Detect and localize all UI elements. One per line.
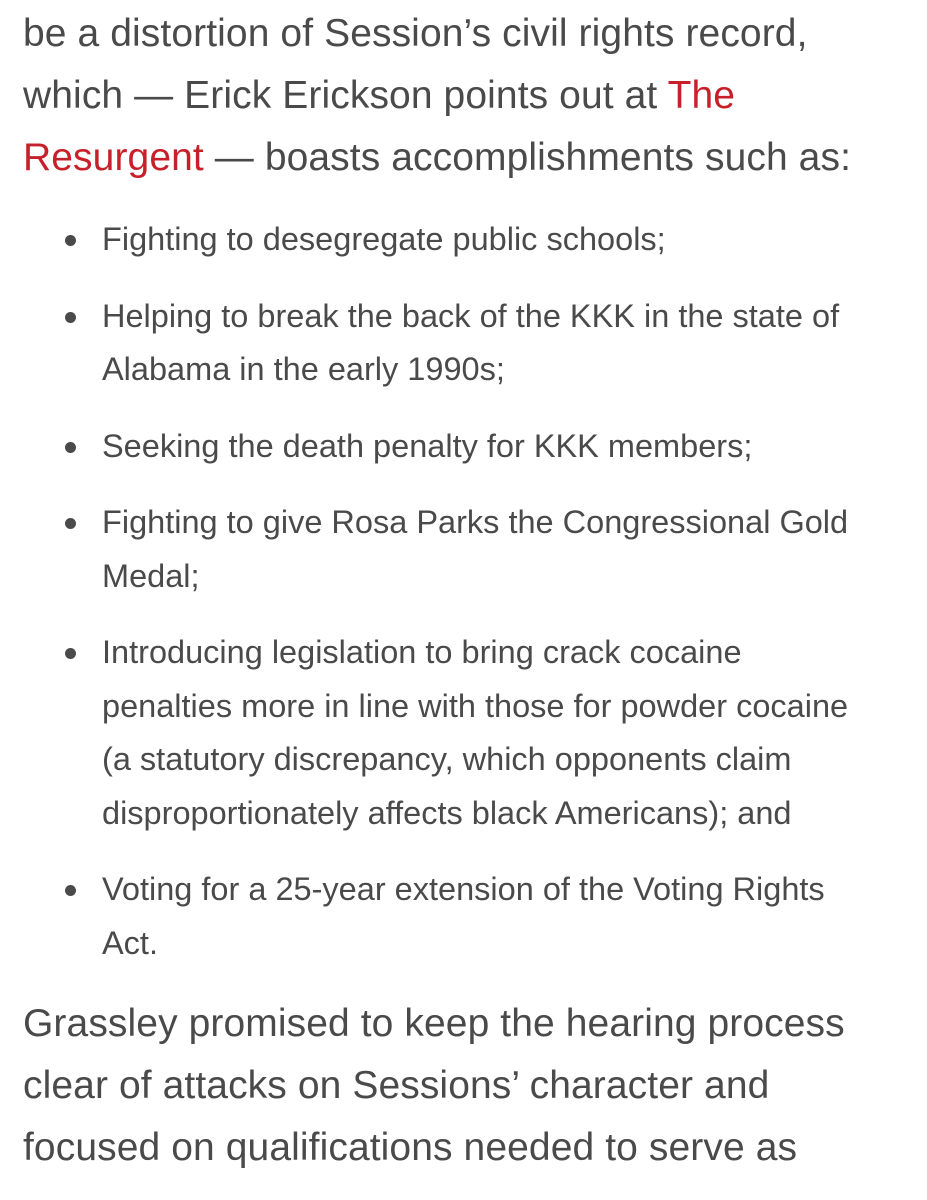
bullet-dot-icon bbox=[65, 885, 76, 896]
bullet-dot-icon bbox=[65, 235, 76, 246]
closing-paragraph bbox=[23, 993, 913, 1179]
list-item-line: penalties more in line with those for powder cocaine bbox=[102, 687, 849, 724]
bullet-dot-icon bbox=[65, 312, 76, 323]
closing-line-1: Grassley promised to keep the hearing process bbox=[23, 1002, 845, 1045]
list-item-line: Medal; bbox=[102, 557, 200, 594]
list-item-line: Voting for a 25-year extension of the Voting Rights bbox=[102, 871, 825, 907]
list-item-line: Fighting to give Rosa Parks the Congressional Gold bbox=[102, 504, 849, 540]
list-item bbox=[23, 863, 913, 970]
bullet-dot-icon bbox=[65, 648, 76, 659]
the-resurgent-link-part-2[interactable]: Resurgent bbox=[23, 136, 204, 179]
list-item-line: Introducing legislation to bring crack cocaine bbox=[102, 634, 742, 670]
list-item bbox=[23, 496, 913, 603]
the-resurgent-link-part-1[interactable]: The bbox=[667, 74, 736, 117]
closing-line-3: focused on qualifications needed to serve as bbox=[23, 1126, 798, 1169]
list-item bbox=[23, 213, 913, 267]
intro-paragraph bbox=[23, 3, 913, 189]
intro-line-2-text: which — Erick Erickson points out at bbox=[23, 74, 668, 117]
bullet-dot-icon bbox=[65, 442, 76, 453]
list-item bbox=[23, 290, 913, 397]
bullet-dot-icon bbox=[65, 518, 76, 529]
intro-line-3 bbox=[23, 127, 913, 189]
list-item bbox=[23, 420, 913, 474]
intro-line-2 bbox=[23, 65, 913, 127]
list-item-line: Seeking the death penalty for KKK members; bbox=[102, 427, 753, 464]
list-item-line: Helping to break the back of the KKK in the state of bbox=[102, 297, 840, 334]
article-body bbox=[23, 0, 913, 1179]
list-item-line: Alabama in the early 1990s; bbox=[102, 351, 505, 387]
list-item-line: (a statutory discrepancy, which opponents claim bbox=[102, 741, 792, 777]
intro-line-1: be a distortion of Session’s civil rights record, bbox=[23, 12, 808, 55]
list-item-line: Fighting to desegregate public schools; bbox=[102, 221, 666, 257]
list-item-line: Act. bbox=[102, 924, 158, 961]
accomplishments-list bbox=[23, 213, 913, 970]
list-item bbox=[23, 626, 913, 840]
intro-line-3-text: — boasts accomplishments such as: bbox=[203, 136, 852, 179]
closing-line-2: clear of attacks on Sessions’ character and bbox=[23, 1064, 770, 1107]
list-item-line: disproportionately affects black Americans); and bbox=[102, 794, 792, 831]
